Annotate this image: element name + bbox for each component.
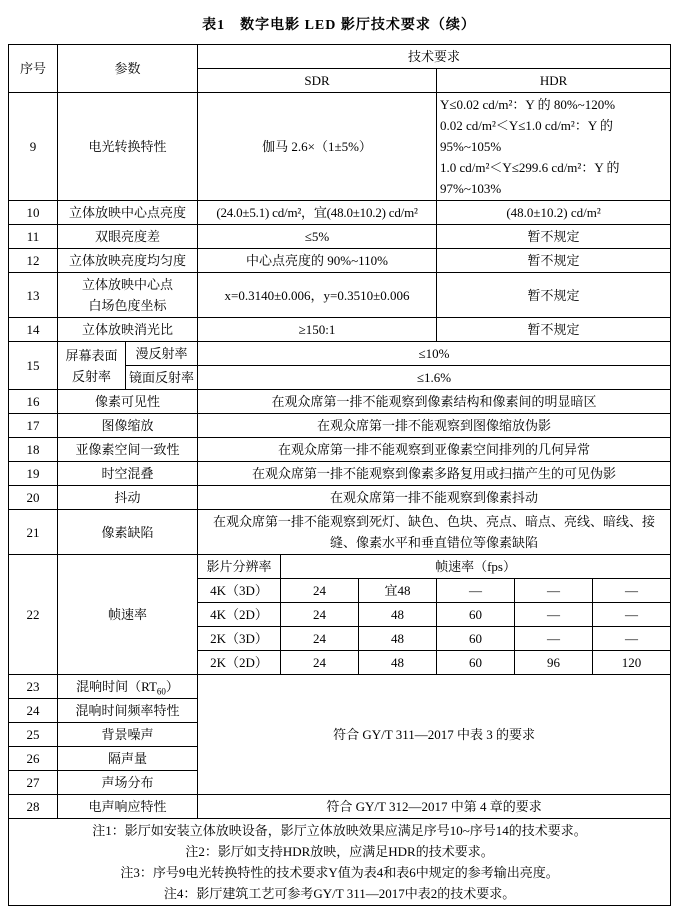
fps-value: — [593, 603, 671, 627]
row-no: 19 [9, 462, 58, 486]
req-value: 在观众席第一排不能观察到死灯、缺色、色块、亮点、暗点、亮线、暗线、接缝、像素水平和垂直错位等像素缺陷 [198, 510, 671, 555]
row-no: 16 [9, 390, 58, 414]
fps-value: 宜48 [359, 579, 437, 603]
param-label: 立体放映亮度均匀度 [58, 249, 198, 273]
param-label: 像素可见性 [58, 390, 198, 414]
sdr-value: ≥150:1 [198, 318, 437, 342]
param-label: 时空混叠 [58, 462, 198, 486]
row-no: 20 [9, 486, 58, 510]
hdr-value [437, 93, 671, 201]
table-row [9, 249, 671, 273]
hdr-line: 0.02 cd/m²＜Y≤1.0 cd/m²：Y 的 95%~105% [440, 118, 613, 154]
param-label: 立体放映消光比 [58, 318, 198, 342]
row-no: 21 [9, 510, 58, 555]
param-label [58, 342, 126, 390]
param-label: 图像缩放 [58, 414, 198, 438]
hdr-line: 1.0 cd/m²＜Y≤299.6 cd/m²：Y 的 97%~103% [440, 160, 620, 196]
table-row [9, 318, 671, 342]
note-line: 注1：影厅如安装立体放映设备，影厅立体放映效果应满足序号10~序号14的技术要求。 [92, 823, 587, 838]
row-no: 17 [9, 414, 58, 438]
table-row [9, 390, 671, 414]
fps-value: — [437, 579, 515, 603]
row-no: 24 [9, 699, 58, 723]
row-no: 10 [9, 201, 58, 225]
req-value: 在观众席第一排不能观察到像素多路复用或扫描产生的可见伪影 [198, 462, 671, 486]
table-row [9, 342, 671, 366]
row-no: 22 [9, 555, 58, 675]
param-label: 隔声量 [58, 747, 198, 771]
param-label: 混响时间$(RT_{60})$ [58, 675, 198, 699]
row-no: 18 [9, 438, 58, 462]
param-line: 立体放映中心点 [82, 277, 174, 292]
param-line: 白场色度坐标 [88, 298, 167, 313]
param-label [58, 273, 198, 318]
fps-value: — [593, 579, 671, 603]
note-line: 注3：序号9电光转换特性的技术要求Y值为表4和表6中规定的参考输出亮度。 [120, 865, 559, 880]
param-label: 帧速率 [58, 555, 198, 675]
req-value: 符合 GY/T 312—2017 中第 4 章的要求 [198, 795, 671, 819]
row-no: 11 [9, 225, 58, 249]
sub-param-label: 镜面反射率 [126, 366, 198, 390]
sdr-value: 伽马 2.6×（1±5%） [198, 93, 437, 201]
fps-value: 60 [437, 603, 515, 627]
sdr-value: 中心点亮度的 90%~110% [198, 249, 437, 273]
fps-value: 120 [593, 651, 671, 675]
hdr-value: 暂不规定 [437, 225, 671, 249]
table-row [9, 225, 671, 249]
fps-value: 60 [437, 627, 515, 651]
header-row-1 [9, 45, 671, 69]
fps-value: 24 [281, 603, 359, 627]
notes-section [9, 819, 671, 906]
fps-value: 24 [281, 579, 359, 603]
header-col-no: 序号 [9, 45, 58, 93]
req-value: 在观众席第一排不能观察到图像缩放伪影 [198, 414, 671, 438]
fps-value: 60 [437, 651, 515, 675]
param-label: 电声响应特性 [58, 795, 198, 819]
row-no: 12 [9, 249, 58, 273]
fps-value: 96 [515, 651, 593, 675]
sub-param-label: 漫反射率 [126, 342, 198, 366]
table-row [9, 510, 671, 555]
sdr-value: (24.0±5.1) cd/m²，宜(48.0±10.2) cd/m² [198, 201, 437, 225]
table-row [9, 795, 671, 819]
table-row [9, 414, 671, 438]
hdr-value: 暂不规定 [437, 273, 671, 318]
param-label: 抖动 [58, 486, 198, 510]
param-line: 屏幕表面 [65, 347, 118, 363]
fps-value: 24 [281, 627, 359, 651]
sdr-value: x=0.3140±0.006，y=0.3510±0.006 [198, 273, 437, 318]
table-row [9, 486, 671, 510]
fps-value: — [515, 627, 593, 651]
req-value: 在观众席第一排不能观察到像素结构和像素间的明显暗区 [198, 390, 671, 414]
row-no: 14 [9, 318, 58, 342]
fps-value: 24 [281, 651, 359, 675]
row-no: 27 [9, 771, 58, 795]
param-label: 混响时间频率特性 [58, 699, 198, 723]
table-row [9, 201, 671, 225]
hdr-value: (48.0±10.2) cd/m² [437, 201, 671, 225]
row-no: 23 [9, 675, 58, 699]
fps-value: 48 [359, 603, 437, 627]
note-line: 注2：影厅如支持HDR放映，应满足HDR的技术要求。 [185, 844, 494, 859]
param-label: 双眼亮度差 [58, 225, 198, 249]
notes-row [9, 819, 671, 906]
note-line: 注4：影厅建筑工艺可参考GY/T 311—2017中表2的技术要求。 [163, 886, 516, 901]
table-row [9, 555, 671, 579]
fps-value: 48 [359, 651, 437, 675]
subtable-header-resolution: 影片分辨率 [198, 555, 281, 579]
hdr-value: 暂不规定 [437, 249, 671, 273]
table-row [9, 273, 671, 318]
row-no: 28 [9, 795, 58, 819]
row-no: 25 [9, 723, 58, 747]
header-hdr: HDR [437, 69, 671, 93]
header-col-param: 参数 [58, 45, 198, 93]
table-row [9, 438, 671, 462]
acoustic-req-value: 符合 GY/T 311—2017 中表 3 的要求 [198, 675, 671, 795]
fps-value: — [515, 603, 593, 627]
req-value: 在观众席第一排不能观察到亚像素空间排列的几何异常 [198, 438, 671, 462]
param-label: 立体放映中心点亮度 [58, 201, 198, 225]
requirements-table [8, 44, 671, 906]
subtable-header-fps: 帧速率（fps） [281, 555, 671, 579]
table-row [9, 462, 671, 486]
row-no: 15 [9, 342, 58, 390]
req-value: ≤10% [198, 342, 671, 366]
resolution-label: 4K（2D） [198, 603, 281, 627]
param-label: 电光转换特性 [58, 93, 198, 201]
req-value: 在观众席第一排不能观察到像素抖动 [198, 486, 671, 510]
fps-value: — [593, 627, 671, 651]
fps-value: 48 [359, 627, 437, 651]
param-label: 像素缺陷 [58, 510, 198, 555]
param-label: 背景噪声 [58, 723, 198, 747]
resolution-label: 2K（3D） [198, 627, 281, 651]
hdr-value: 暂不规定 [437, 318, 671, 342]
param-label: 声场分布 [58, 771, 198, 795]
resolution-label: 2K（2D） [198, 651, 281, 675]
row-no: 9 [9, 93, 58, 201]
req-value: ≤1.6% [198, 366, 671, 390]
row-no: 13 [9, 273, 58, 318]
fps-value: — [515, 579, 593, 603]
hdr-line: Y≤0.02 cd/m²：Y 的 80%~120% [440, 97, 616, 112]
param-line: 反射率 [71, 368, 111, 384]
param-label: 亚像素空间一致性 [58, 438, 198, 462]
page-title: 表1 数字电影 LED 影厅技术要求（续） [202, 18, 476, 33]
sdr-value: ≤5% [198, 225, 437, 249]
header-col-req: 技术要求 [198, 45, 671, 69]
subscript: 60 [156, 686, 166, 697]
row-no: 26 [9, 747, 58, 771]
header-sdr: SDR [198, 69, 437, 93]
table-row [9, 93, 671, 201]
resolution-label: 4K（3D） [198, 579, 281, 603]
table-row [9, 675, 671, 699]
